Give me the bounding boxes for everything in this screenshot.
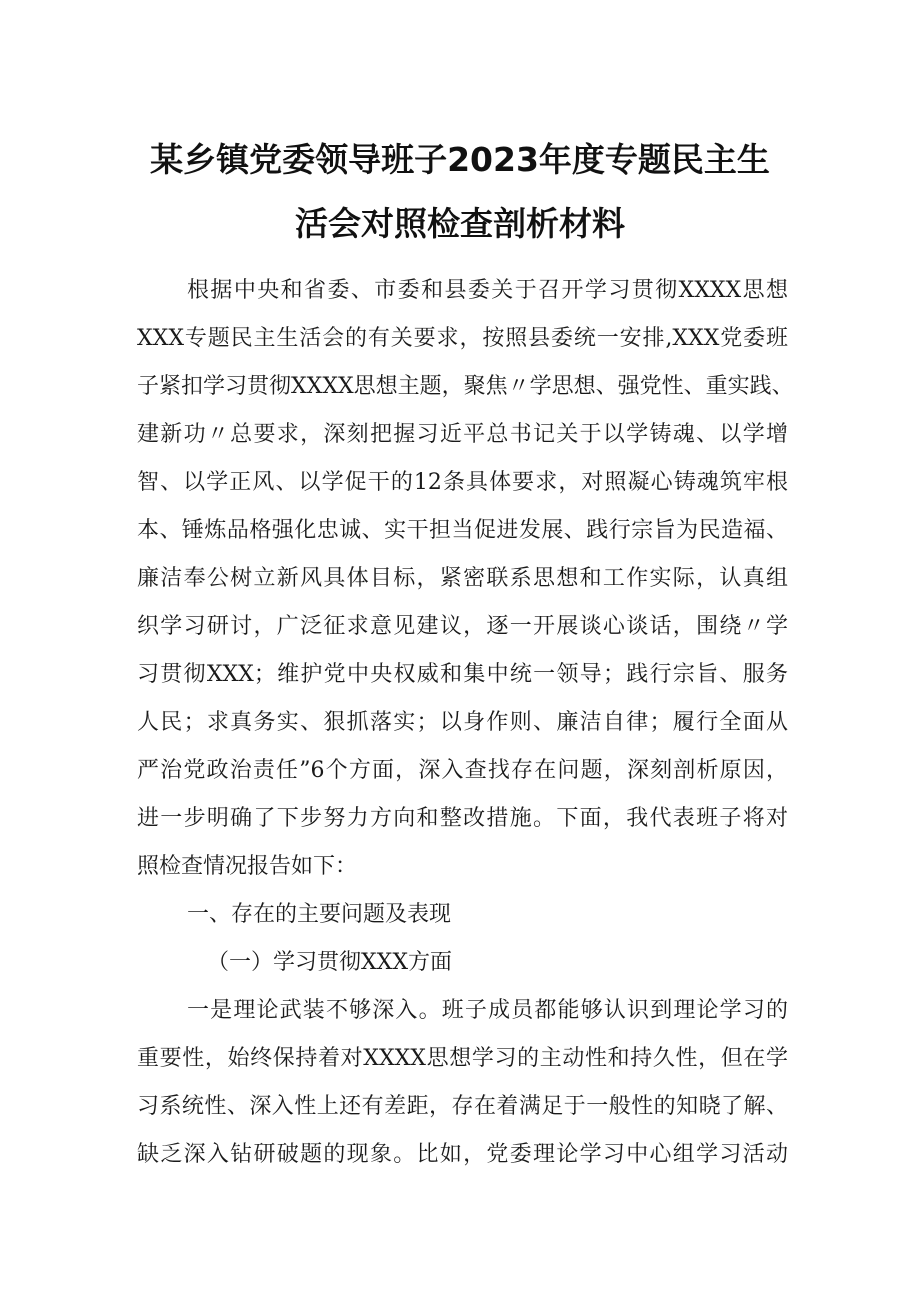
section-heading-1: 一、存在的主要问题及表现 [187, 902, 452, 927]
paragraph-1-line-5: 智、以学正风、以学促干的12条具体要求，对照凝心铸魂筑牢根 [137, 470, 788, 495]
paragraph-1-line-6: 本、锤炼品格强化忠诚、实干担当促进发展、践行宗旨为民造福、 [137, 518, 788, 543]
paragraph-1-line-13: 照检查情况报告如下： [137, 854, 358, 879]
paragraph-1-line-12: 进一步明确了下步努力方向和整改措施。下面，我代表班子将对 [137, 806, 788, 831]
paragraph-2-line-2: 重要性，始终保持着对XXXX思想学习的主动性和持久性，但在学 [137, 1046, 788, 1071]
paragraph-1-line-3: 子紧扣学习贯彻XXXX思想主题，聚焦〃学思想、强党性、重实践、 [137, 374, 794, 399]
paragraph-2-line-1: 一是理论武装不够深入。班子成员都能够认识到理论学习的 [187, 998, 788, 1023]
paragraph-2-line-3: 习系统性、深入性上还有差距，存在着满足于一般性的知晓了解、 [137, 1094, 788, 1119]
paragraph-2-line-4: 缺乏深入钻研破题的现象。比如，党委理论学习中心组学习活动 [137, 1142, 788, 1167]
paragraph-1-line-8: 织学习研讨，广泛征求意见建议，逐一开展谈心谈话，围绕〃学 [137, 614, 788, 639]
document-title-line-2: 活会对照检查剖析材料 [295, 204, 625, 243]
paragraph-1-line-1: 根据中央和省委、市委和县委关于召开学习贯彻XXXX思想 [187, 278, 788, 303]
paragraph-1-line-9: 习贯彻XXX；维护党中央权威和集中统一领导；践行宗旨、服务 [137, 662, 788, 687]
paragraph-1-line-2: XXX专题民主生活会的有关要求，按照县委统一安排,XXX党委班 [137, 326, 788, 351]
document-title-line-1: 某乡镇党委领导班子2023年度专题民主生 [150, 140, 770, 179]
paragraph-1-line-10: 人民；求真务实、狠抓落实；以身作则、廉洁自律；履行全面从 [137, 710, 788, 735]
section-heading-2: （一）学习贯彻XXX方面 [207, 950, 452, 975]
paragraph-1-line-7: 廉洁奉公树立新风具体目标，紧密联系思想和工作实际，认真组 [137, 566, 788, 591]
paragraph-1-line-11: 严治党政治责任”6个方面，深入查找存在问题，深刻剖析原因， [137, 758, 788, 783]
paragraph-1-line-4: 建新功〃总要求，深刻把握习近平总书记关于以学铸魂、以学增 [137, 422, 788, 447]
